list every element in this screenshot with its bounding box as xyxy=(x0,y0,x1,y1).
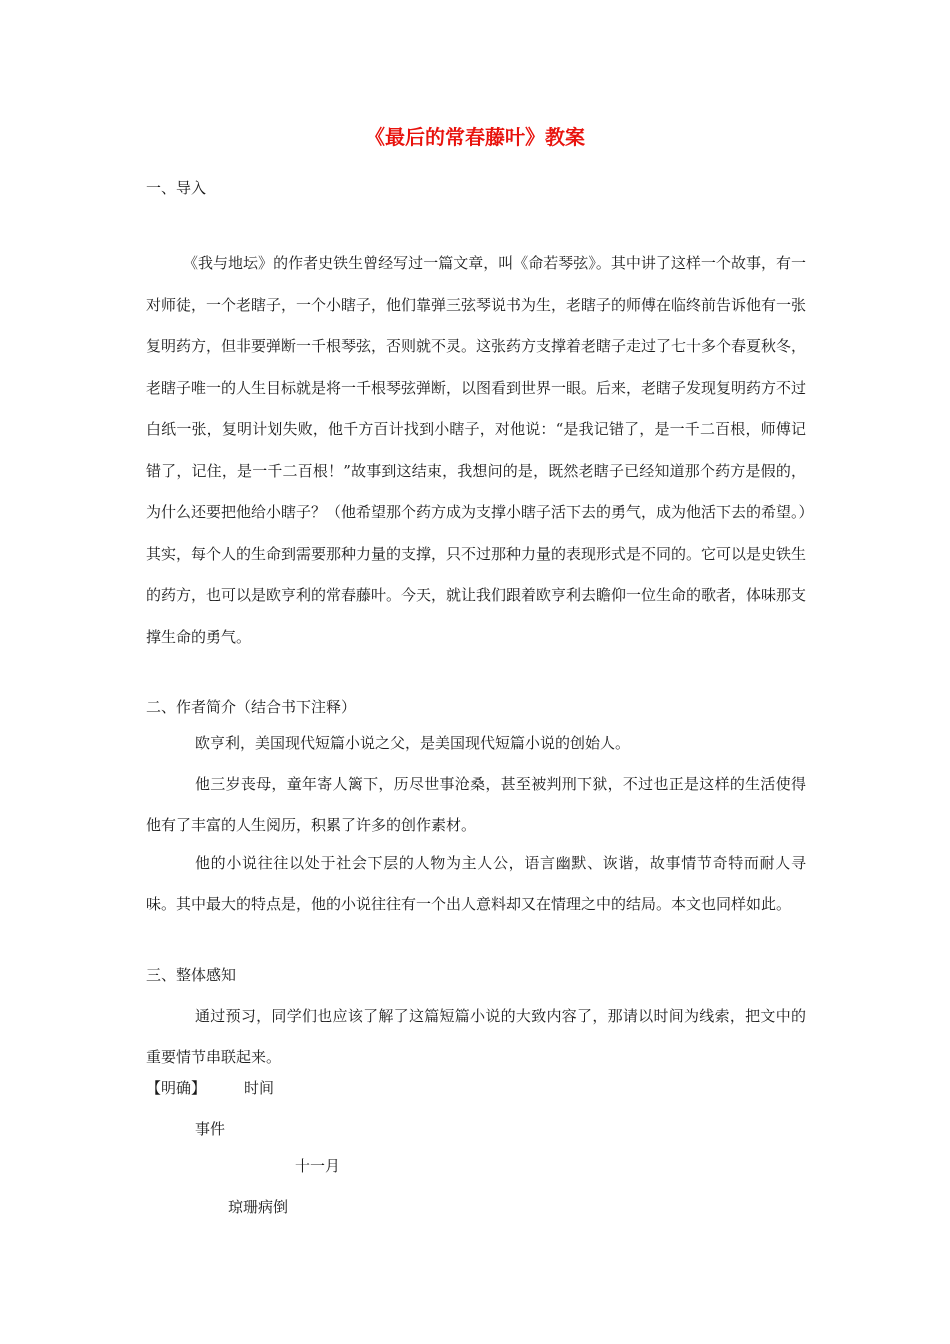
section-heading-intro: 一、导入 xyxy=(146,179,207,197)
author-paragraph-1: 欧亨利，美国现代短篇小说之父，是美国现代短篇小说的创始人。 xyxy=(195,734,631,752)
section-heading-author: 二、作者简介（结合书下注释） xyxy=(146,698,357,716)
author-paragraph-3: 他的小说往往以处于社会下层的人物为主人公，语言幽默、诙谐，故事情节奇特而耐人寻味。其中最大的特点是，他的小说往往有一个出人意料却又在情理之中的结局。本文也同样如此。 xyxy=(146,854,806,913)
time-column-label: 时间 xyxy=(244,1079,275,1097)
section-heading-overview: 三、整体感知 xyxy=(146,966,237,984)
intro-paragraph: 《我与地坛》的作者史铁生曾经写过一篇文章，叫《命若琴弦》。其中讲了这样一个故事，有一对师徒，一个老瞎子，一个小瞎子，他们靠弹三弦琴说书为生，老瞎子的师傅在临终前告诉他有一张复明药方，但非要弹断一千根琴弦，否则就不灵。这张药方支撑着老瞎子走过了七十多个春夏秋冬，老瞎子唯一的人生目标就是将一千根琴弦弹断，以图看到世界一眼。后来，老瞎子发现复明药方不过白纸一张，复明计划失败，他千方百计找到小瞎子，对他说：“是我记错了，是一千二百根，师傅记错了，记住，是一千二百根！”故事到这结束，我想问的是，既然老瞎子已经知道那个药方是假的，为什么还要把他给小瞎子？（他希望那个药方成为支撑小瞎子活下去的勇气，成为他活下去的希望。）其实，每个人的生命到需要那种力量的支撑，只不过那种力量的表现形式是不同的。它可以是史铁生的药方，也可以是欧亨利的常春藤叶。今天，就让我们跟着欧亨利去瞻仰一位生命的歌者，体味那支撑生命的勇气。 xyxy=(146,254,807,646)
overview-paragraph: 通过预习，同学们也应该了解了这篇短篇小说的大致内容了，那请以时间为线索，把文中的重要情节串联起来。 xyxy=(146,1007,806,1066)
timeline-time-1: 十一月 xyxy=(295,1157,341,1175)
document-title: 《最后的常春藤叶》教案 xyxy=(365,125,585,149)
author-paragraph-2: 他三岁丧母，童年寄人篱下，历尽世事沧桑，甚至被判刑下狱，不过也正是这样的生活使得他有了丰富的人生阅历，积累了许多的创作素材。 xyxy=(146,775,806,834)
event-column-label: 事件 xyxy=(195,1120,226,1138)
clarify-label: 【明确】 xyxy=(146,1079,207,1097)
timeline-event-1: 琼珊病倒 xyxy=(228,1198,289,1216)
